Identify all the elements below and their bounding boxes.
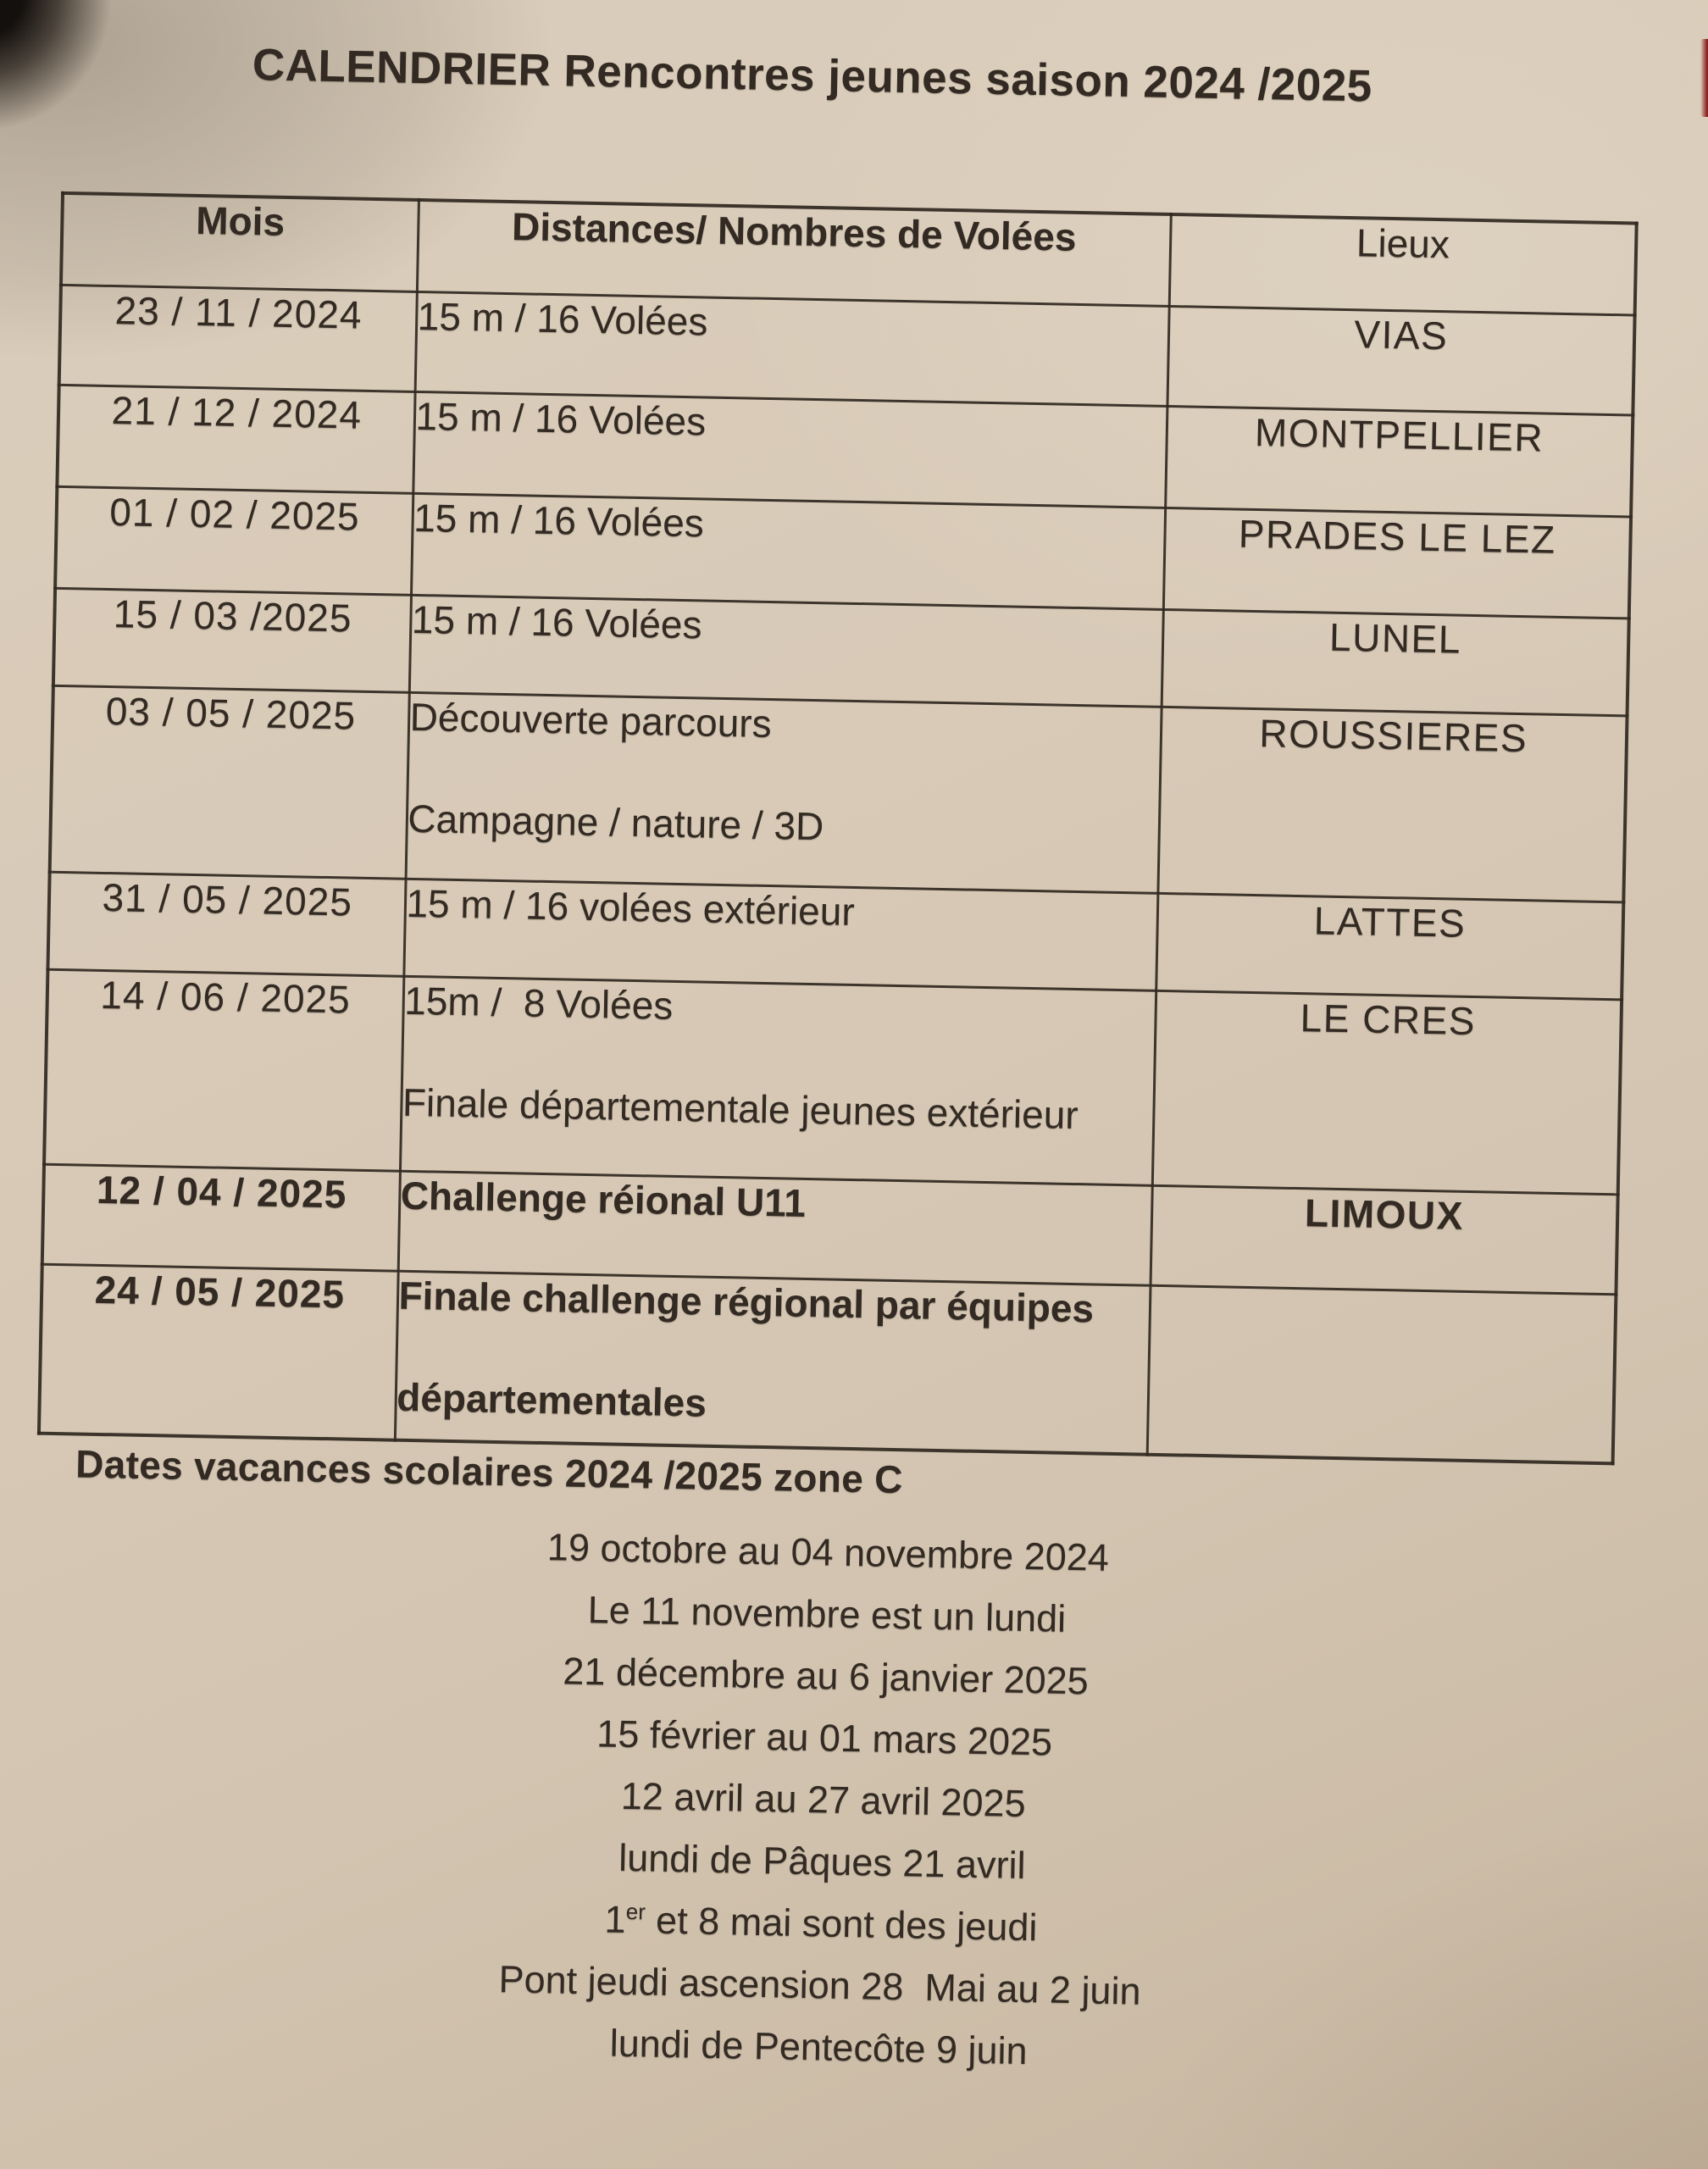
event-format (395, 1271, 1151, 1455)
event-format-line: 15m / 8 Volées (403, 978, 674, 1028)
event-format-line: Finale départementale jeunes extérieur (402, 1079, 1079, 1137)
vacances-line (0, 1764, 1678, 1835)
table-row (50, 685, 1628, 902)
event-date: 21 / 12 / 2024 (57, 385, 414, 493)
vacances-line (0, 1517, 1683, 1588)
event-format-line: départementales (396, 1374, 707, 1425)
photo-edge-artifact (1700, 39, 1708, 117)
event-location: VIAS (1167, 306, 1634, 415)
event-format-line: 15 m / 16 Volées (417, 293, 708, 344)
event-format (409, 595, 1163, 707)
event-date: 15 / 03 /2025 (53, 588, 411, 692)
event-location: LIMOUX (1151, 1185, 1618, 1295)
column-header-distances: Distances/ Nombres de Volées (417, 200, 1171, 306)
page-title: CALENDRIER Rencontres jeunes saison 2024 /2025 (252, 40, 1373, 112)
vacances-line (0, 2011, 1672, 2083)
event-format-line: 15 m / 16 volées extérieur (406, 880, 856, 934)
event-date: 03 / 05 / 2025 (50, 685, 409, 879)
vacances-line (0, 1826, 1677, 1897)
calendar-table (37, 191, 1639, 1465)
event-format-line: Finale challenge régional par équipes (398, 1273, 1095, 1330)
event-location: LATTES (1156, 893, 1623, 1000)
vacances-line (0, 1578, 1681, 1650)
event-date: 12 / 04 / 2025 (42, 1164, 400, 1271)
vacances-line-text: lundi de Pentecôte 9 juin (609, 2021, 1029, 2073)
event-format (411, 493, 1165, 609)
table-row (44, 969, 1622, 1195)
vacances-line (0, 1950, 1674, 2021)
column-header-mois: Mois (61, 193, 419, 291)
event-date: 24 / 05 / 2025 (39, 1264, 398, 1440)
event-format-line: 15 m / 16 Volées (411, 596, 703, 646)
vacances-line-text: 1 (604, 1897, 627, 1942)
event-location: LE CRES (1152, 990, 1622, 1195)
vacances-line-text: 15 février au 01 mars 2025 (596, 1711, 1053, 1764)
event-format (413, 391, 1167, 508)
column-header-lieux: Lieux (1169, 214, 1637, 315)
vacances-line-text: Le 11 novembre est un lundi (587, 1588, 1067, 1640)
event-format (406, 692, 1162, 893)
ordinal-superscript: er (625, 1899, 646, 1925)
vacances-line-text: Pont jeudi ascension 28 Mai au 2 juin (498, 1957, 1142, 2013)
vacances-line (0, 1702, 1678, 1773)
event-location (1147, 1285, 1616, 1464)
vacances-line-text: 19 octobre au 04 novembre 2024 (546, 1525, 1110, 1579)
vacances-line-text: lundi de Pâques 21 avril (618, 1835, 1027, 1888)
event-location: MONTPELLIER (1165, 406, 1633, 517)
vacances-line (0, 1640, 1680, 1711)
event-format (400, 976, 1156, 1185)
vacances-line-text: 12 avril au 27 avril 2025 (620, 1773, 1027, 1826)
event-format (415, 291, 1169, 406)
event-date: 01 / 02 / 2025 (55, 486, 413, 595)
vacances-line (0, 1888, 1675, 1959)
event-date: 23 / 11 / 2024 (59, 285, 417, 391)
event-format-line: 15 m / 16 Volées (415, 393, 707, 444)
event-format (398, 1171, 1152, 1285)
event-date: 31 / 05 / 2025 (47, 872, 405, 976)
event-format-line: Challenge réional U11 (400, 1173, 807, 1225)
vacances-heading: Dates vacances scolaires 2024 /2025 zone C (75, 1441, 904, 1502)
vacances-list (0, 1517, 1683, 2106)
event-format (403, 879, 1157, 990)
event-location: ROUSSIERES (1157, 707, 1627, 902)
vacances-line-text: 21 décembre au 6 janvier 2025 (562, 1649, 1090, 1703)
event-format-line: Découverte parcours (409, 694, 773, 746)
table-row (39, 1264, 1616, 1464)
event-date: 14 / 06 / 2025 (44, 969, 403, 1171)
event-format-line: 15 m / 16 Volées (413, 495, 705, 545)
event-format-line: Campagne / nature / 3D (407, 796, 824, 848)
vacances-line-text: et 8 mai sont des jeudi (645, 1898, 1038, 1950)
event-location: PRADES LE LEZ (1163, 508, 1631, 619)
event-location: LUNEL (1162, 609, 1629, 716)
